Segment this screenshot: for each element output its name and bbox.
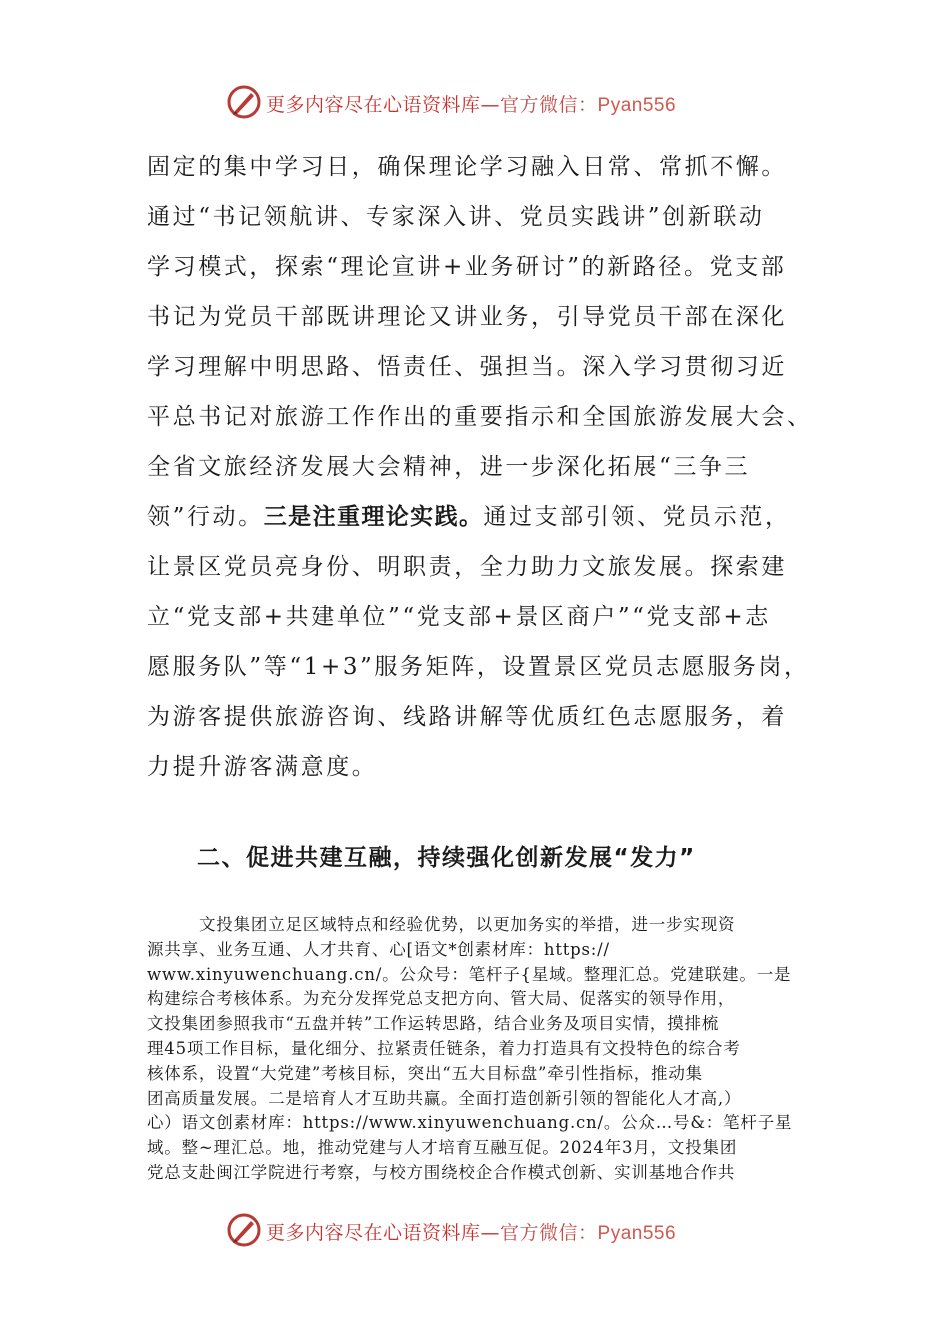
banner-site-name: 更多内容尽在心语资料库 [266, 94, 481, 116]
small-line: 核体系，设置“大党建”考核目标，突出“五大目标盘”牵引性指标，推动集 [147, 1063, 703, 1083]
body-line [147, 250, 827, 300]
small-line: 心）语文创素材库：https://www.xinyuwenchuang.cn/。公众…号&：笔杆子星 [147, 1113, 793, 1133]
body-line [147, 550, 827, 600]
small-line: 文投集团立足区域特点和经验优势，以更加务实的举措，进一步实现资 [199, 915, 736, 934]
body-line-text: 立“党支部+共建单位”“党支部+景区商户”“党支部+志 [147, 604, 771, 630]
body-line [147, 150, 827, 200]
banner-text [266, 90, 676, 117]
body-line-text: 固定的集中学习日，确保理论学习融入日常、常抓不懈。 [147, 154, 787, 180]
body-line-text: 平总书记对旅游工作作出的重要指示和全国旅游发展大会、 [147, 404, 813, 430]
body-line-text: 通过支部引领、党员示范， [483, 504, 791, 530]
banner-wechat-handle: Pyan556 [597, 95, 677, 116]
body-line [147, 300, 827, 350]
small-line: 团高质量发展。二是培育人才互助共赢。全面打造创新引领的智能化人才高,） [147, 1088, 742, 1108]
body-line-text: 愿服务队”等“1+3”服务矩阵，设置景区党员志愿服务岗， [147, 654, 810, 680]
banner-text [266, 1218, 676, 1245]
small-line: www.xinyuwenchuang.cn/。公众号：笔杆子{星域。整理汇总。党建联建。一是 [147, 964, 792, 984]
small-line: 党总支赴闽江学院进行考察，与校方围绕校企合作模式创新、实训基地合作共 [147, 1162, 736, 1182]
body-line-text: 让景区党员亮身份、明职责，全力助力文旅发展。探索建 [147, 554, 787, 580]
body-line-bold: 三是注重理论实践。 [263, 504, 484, 530]
body-line-text: 学习理解中明思路、悟责任、强担当。深入学习贯彻习近 [147, 354, 787, 380]
body-line [147, 700, 827, 750]
body-line [147, 500, 827, 550]
small-line: 域。整~理汇总。地，推动党建与人才培育互融互促。2024年3月，文投集团 [147, 1138, 738, 1158]
body-line-text: 全省文旅经济发展大会精神，进一步深化拓展“三争三 [147, 454, 751, 480]
body-line [147, 450, 827, 500]
body-line [147, 750, 827, 800]
body-line [147, 350, 827, 400]
banner-dash: — [480, 1222, 501, 1244]
banner-site-name: 更多内容尽在心语资料库 [266, 1222, 481, 1244]
body-line [147, 650, 827, 700]
banner-dash: — [480, 94, 501, 116]
banner-wechat-label: 官方微信： [500, 1222, 598, 1244]
body-line-text: 领”行动。 [147, 504, 264, 530]
body-line [147, 600, 827, 650]
small-line: 构建综合考核体系。为充分发挥党总支把方向、管大局、促落实的领导作用， [147, 989, 736, 1009]
footer-banner [0, 1210, 950, 1254]
pen-logo-icon [226, 84, 262, 120]
pen-logo-icon [226, 1212, 262, 1248]
body-line-text: 书记为党员干部既讲理论又讲业务，引导党员干部在深化 [147, 304, 787, 330]
header-banner [0, 82, 950, 126]
banner-wechat-label: 官方微信： [500, 94, 598, 116]
body-line-text: 通过“书记领航讲、专家深入讲、党员实践讲”创新联动 [147, 204, 765, 230]
body-line [147, 400, 827, 450]
body-line-text: 为游客提供旅游咨询、线路讲解等优质红色志愿服务，着 [147, 704, 787, 730]
small-line: 文投集团参照我市“五盘并转”工作运转思路，结合业务及项目实情，摸排梳 [147, 1014, 720, 1034]
banner-wechat-handle: Pyan556 [597, 1223, 677, 1244]
small-line: 源共享、业务互通、人才共育、心[语文*创素材库：https:// [147, 939, 610, 959]
body-text [147, 150, 827, 800]
body-line-text: 力提升游客满意度。 [147, 754, 378, 780]
body-line [147, 200, 827, 250]
small-paragraph [147, 913, 807, 1186]
small-line: 理45项工作目标，量化细分、拉紧责任链条，着力打造具有文投特色的综合考 [147, 1038, 741, 1058]
body-line-text: 学习模式，探索“理论宣讲+业务研讨”的新路径。党支部 [147, 254, 787, 280]
section-heading: 二、促进共建互融，持续强化创新发展“发力” [197, 845, 696, 871]
